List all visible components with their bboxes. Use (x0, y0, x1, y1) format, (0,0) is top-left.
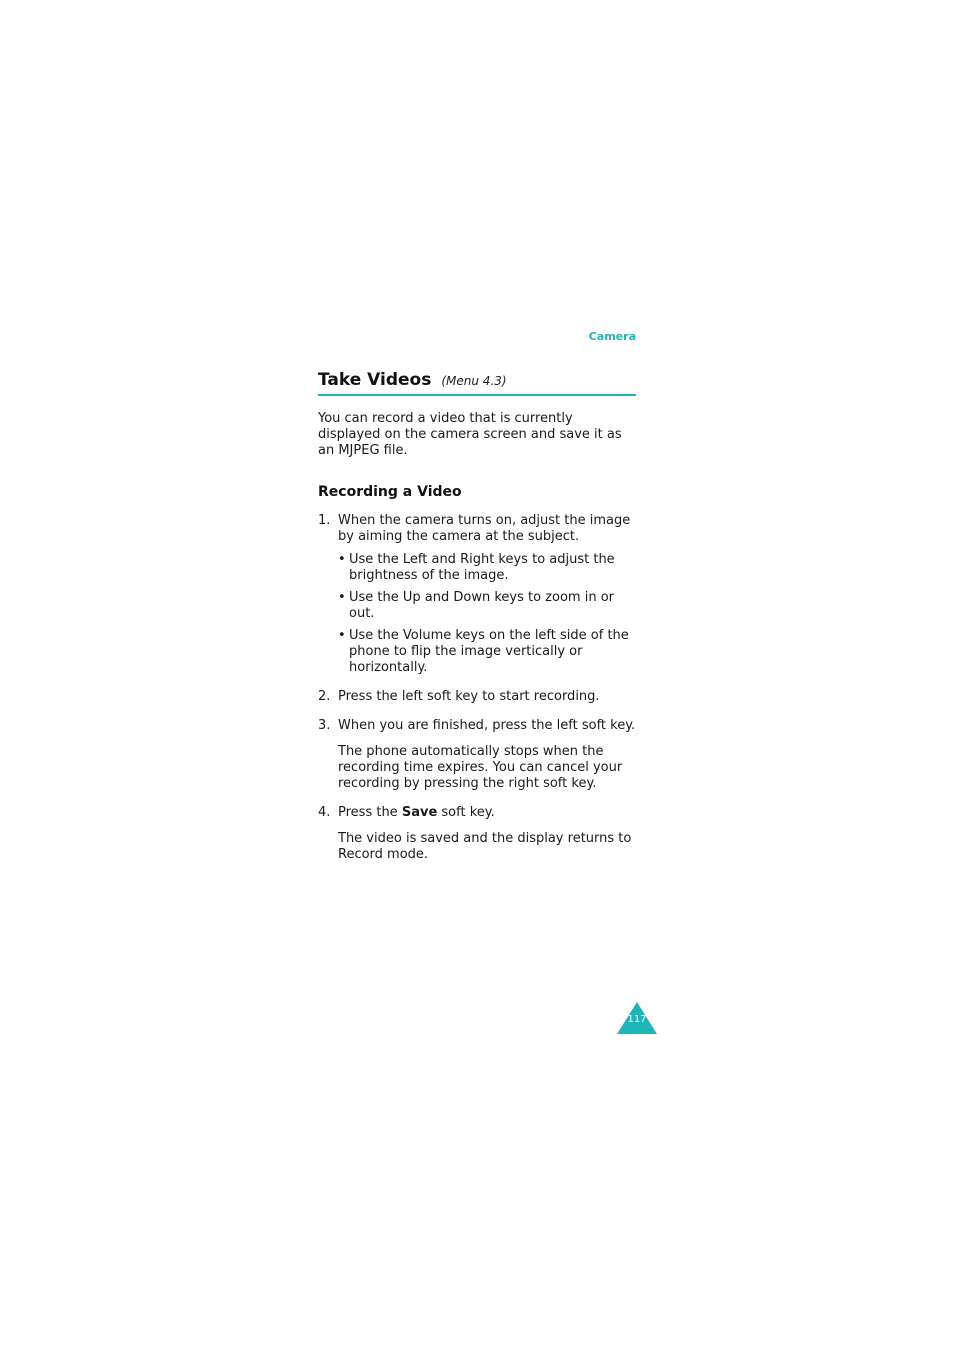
step-item (318, 805, 636, 863)
step-number: 3. (318, 718, 331, 733)
step-note: The phone automatically stops when the recording time expires. You can cancel your recording by pressing the right soft key. (338, 744, 623, 791)
step-item (318, 689, 636, 705)
step-note: The video is saved and the display returns to Record mode. (338, 831, 632, 862)
bullet-text: Use the Left and Right keys to adjust the brightness of the image. (349, 552, 615, 583)
step-number: 4. (318, 805, 331, 820)
steps-list (318, 513, 636, 863)
save-key-label: Save (401, 805, 438, 820)
bullet-list (338, 552, 636, 676)
step-text: When the camera turns on, adjust the image by aiming the camera at the subject. (338, 513, 631, 544)
step-item (318, 718, 636, 792)
section-tag: Camera (588, 330, 636, 343)
step-text: When you are finished, press the left soft key. (338, 718, 636, 733)
step-text (338, 805, 636, 821)
bullet-icon: • (338, 590, 346, 605)
page-title: Take Videos (318, 370, 432, 390)
menu-reference: (Menu 4.3) (441, 374, 507, 388)
subheading: Recording a Video (318, 484, 462, 500)
bullet-item (338, 628, 636, 676)
bullet-icon: • (338, 552, 346, 567)
bullet-icon: • (338, 628, 346, 643)
intro-paragraph: You can record a video that is currently displayed on the camera screen and save it as an MJPEG file. (318, 411, 622, 458)
bullet-item (338, 590, 636, 622)
step-number: 2. (318, 689, 331, 704)
bullet-text: Use the Up and Down keys to zoom in or out. (349, 590, 614, 621)
page-number-badge (617, 1002, 657, 1034)
step-text-before: Press the (338, 805, 402, 820)
step-item (318, 513, 636, 676)
bullet-text: Use the Volume keys on the left side of the phone to flip the image vertically or horizontally. (349, 628, 629, 675)
step-text: Press the left soft key to start recording. (338, 689, 600, 704)
page-number: 117 (627, 1014, 647, 1025)
page-content (318, 370, 636, 863)
step-number: 1. (318, 513, 331, 528)
step-text-after: soft key. (437, 805, 495, 820)
heading (318, 370, 636, 396)
bullet-item (338, 552, 636, 584)
